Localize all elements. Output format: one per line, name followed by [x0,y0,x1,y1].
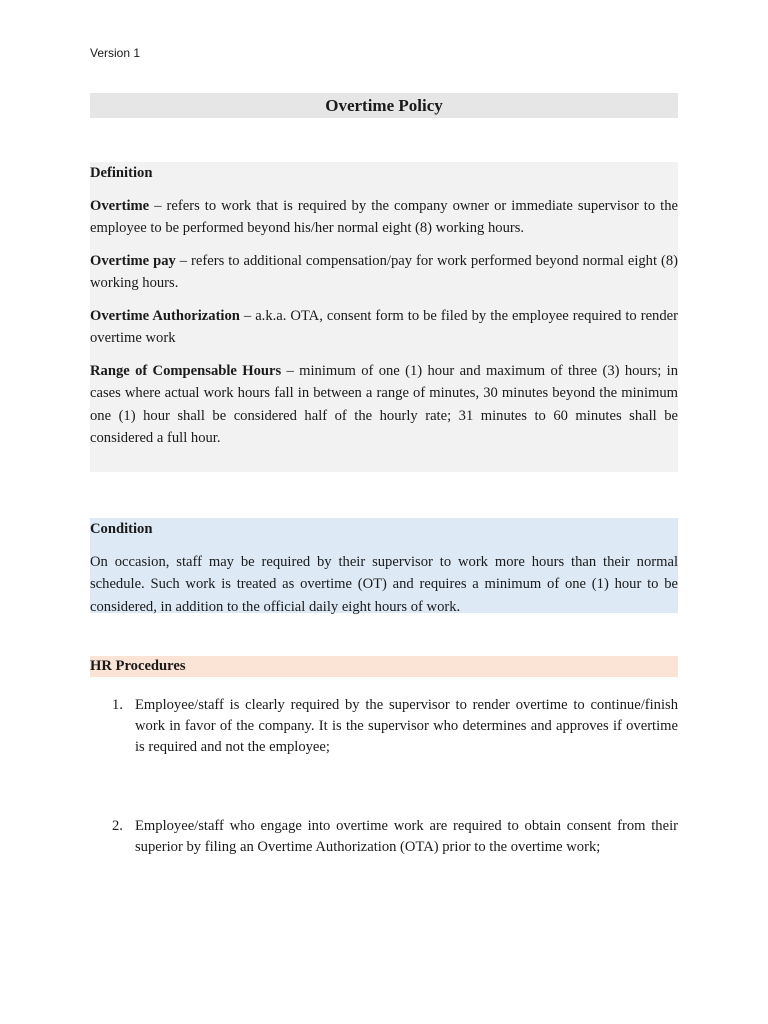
definition-term: Overtime pay [90,252,176,269]
definition-section [90,162,678,472]
definition-term: Overtime [90,197,150,214]
definition-text: – refers to additional compensation/pay for work performed beyond normal eight (8) working hours. [90,252,679,291]
list-number: 1. [112,697,123,713]
hr-procedure-text: Employee/staff who engage into overtime work are required to obtain consent from their superior by filing an Overtime Authorization (OTA) prior to the overtime work; [135,818,678,855]
definition-item-compensable-hours [90,360,678,450]
definition-item-overtime-pay [90,250,678,295]
condition-heading: Condition [90,521,153,537]
page-title: Overtime Policy [90,93,678,118]
hr-procedure-item [112,695,678,758]
hr-procedure-item [112,816,678,858]
definition-text: – minimum of one (1) hour and maximum of three (3) hours; in cases where actual work hours fall in between a range of minutes, 30 minutes beyond the minimum one (1) hour shall be considered half of the hourly rate; 31 minutes to 60 minutes shall be considered a full hour. [90,362,679,446]
version-label: Version 1 [90,46,141,60]
definition-term: Range of Compensable Hours [90,362,282,379]
definition-text: – a.k.a. OTA, consent form to be filed by the employee required to render overtime work [90,307,678,346]
definition-item-overtime-authorization [90,305,678,350]
hr-procedure-text: Employee/staff is clearly required by the supervisor to render overtime to continue/finish work in favor of the company. It is the supervisor who determines and approves if overtime is required and not the employee; [135,697,678,755]
definition-heading: Definition [90,165,153,181]
list-number: 2. [112,818,123,834]
definition-item-overtime [90,195,678,240]
hr-procedures-heading: HR Procedures [90,656,678,677]
condition-section [90,518,678,613]
definition-term: Overtime Authorization [90,307,240,324]
condition-text: On occasion, staff may be required by their supervisor to work more hours than their normal schedule. Such work is treated as overtime (OT) and requires a minimum of one (1) hour to be considered, in addition to the official daily eight hours of work. [90,553,678,615]
definition-text: – refers to work that is required by the company owner or immediate supervisor to the employee to be performed beyond his/her normal eight (8) working hours. [90,197,678,236]
